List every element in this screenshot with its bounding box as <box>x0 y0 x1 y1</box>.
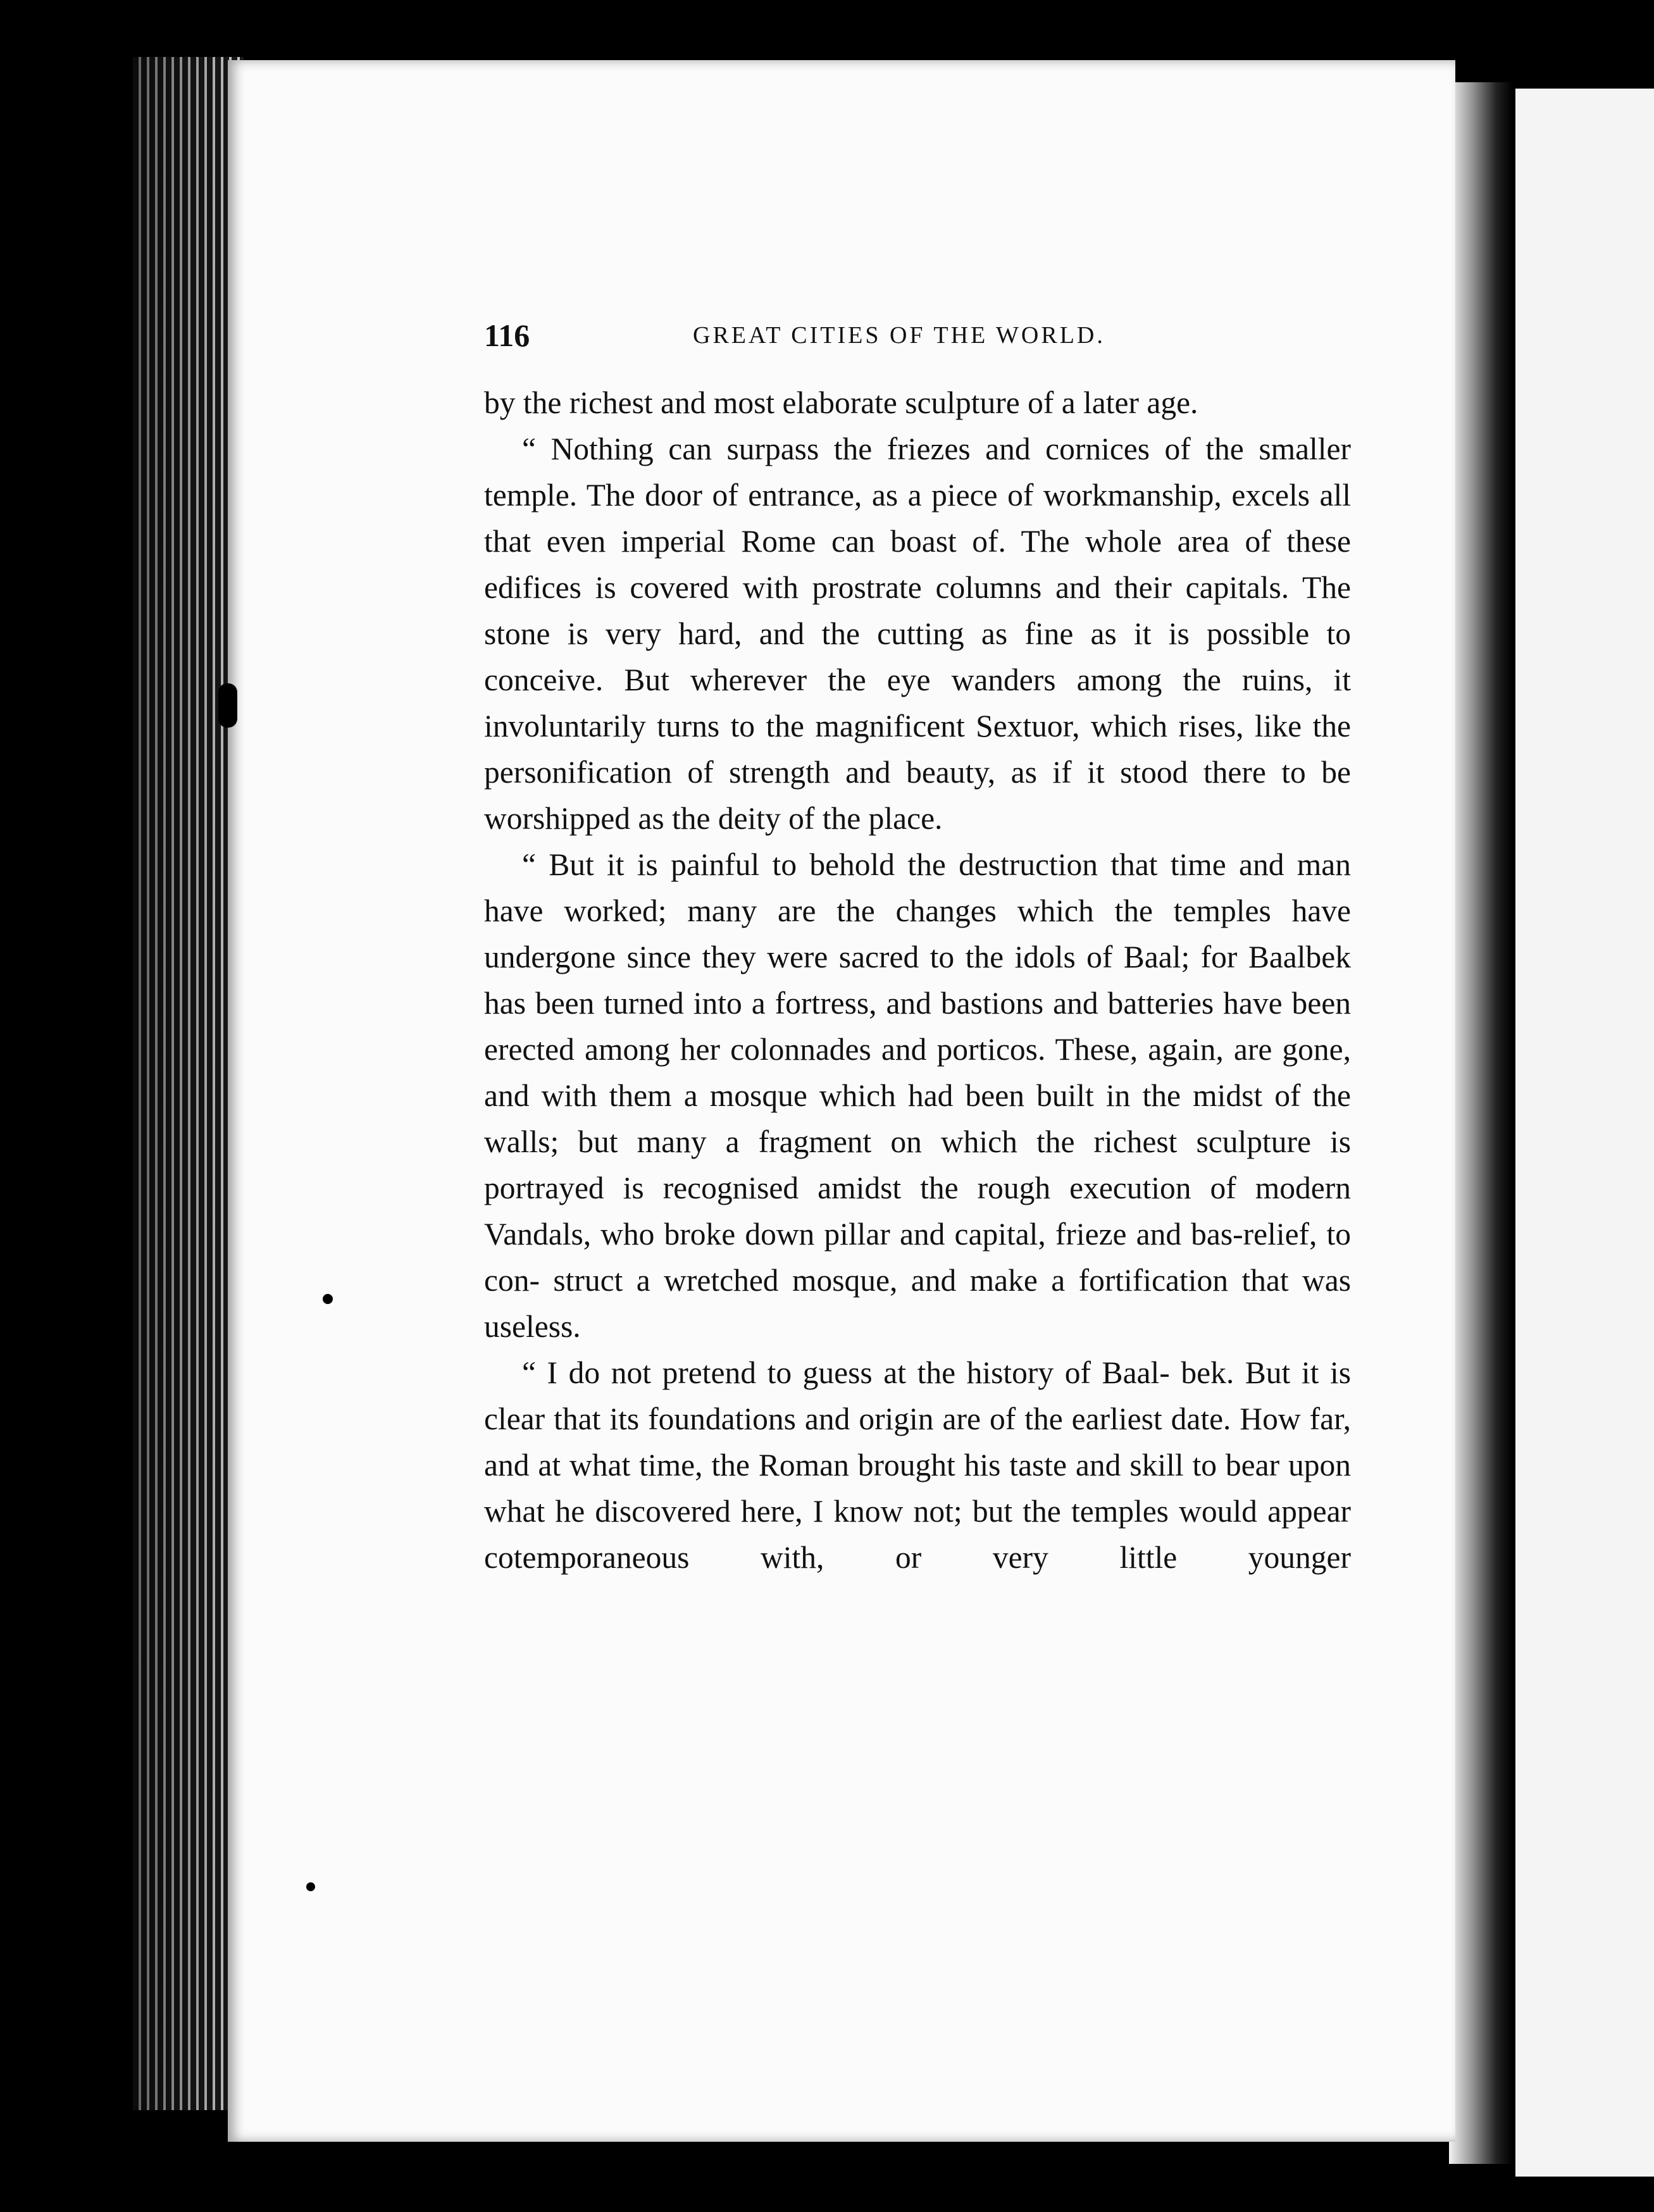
paragraph <box>484 380 1351 426</box>
text-line: the rough execution of modern Vandals, who broke <box>484 1171 1351 1252</box>
running-title: GREAT CITIES OF THE WORLD. <box>693 322 1105 349</box>
text-line: of the earliest date. How far, and at what time, the <box>484 1401 1351 1482</box>
text-line: among her colonnades and porticos. These, again, are <box>584 1032 1272 1067</box>
text-line: boast of. The whole area of these edifices is covered <box>484 524 1351 605</box>
text-line: is very hard, and the cutting as fine as it is possible to <box>567 616 1352 651</box>
text-line: ruins, it involuntarily turns to the magnificent Sextuor, <box>484 662 1351 743</box>
paragraph <box>484 1350 1351 1581</box>
book-gutter <box>1449 82 1512 2164</box>
text-line: bek. But it is clear that its foundations and origin are <box>484 1355 1351 1436</box>
text-line: was useless. <box>484 1263 1352 1344</box>
text-line: and man have worked; many are the changes which <box>484 847 1352 928</box>
text-line: which rises, like the personification of strength and <box>484 709 1352 790</box>
text-line: conceive. But wherever the eye wanders among the <box>484 662 1221 697</box>
paragraph <box>484 842 1351 1350</box>
text-line: beauty, as if it stood there to be worshipped as the <box>484 755 1351 836</box>
page-stack-shade <box>133 57 244 2110</box>
text-line: fortress, and bastions and batteries have been erected <box>484 986 1352 1067</box>
text-line: age. <box>1147 385 1198 420</box>
text-line: smaller temple. The door of entrance, as a piece of <box>484 432 1352 513</box>
text-line: the idols of Baal; for Baalbek has been turned into a <box>484 940 1351 1021</box>
paragraph <box>484 426 1351 842</box>
text-line: down pillar and capital, frieze and bas-relief, to con- <box>484 1217 1352 1298</box>
text-line: the temples have undergone since they were sacred to <box>484 893 1352 974</box>
text-line: workmanship, excels all that even imperial Rome can <box>484 478 1352 559</box>
text-line: the midst of the walls; but many a fragment on which <box>484 1078 1352 1159</box>
running-head <box>484 310 1351 361</box>
text-line: “ Nothing can surpass the friezes and cornices of the <box>522 432 1244 466</box>
text-line: he discovered here, I know not; but the temples would <box>555 1494 1257 1529</box>
body-text <box>484 380 1351 1581</box>
text-line: with prostrate columns and their capitals. The stone <box>484 570 1351 651</box>
text-line: Roman brought his taste and skill to bear upon what <box>484 1448 1352 1529</box>
text-line: gone, and with them a mosque which had been built in <box>484 1032 1352 1113</box>
text-line: deity of the place. <box>718 801 943 836</box>
page-number: 116 <box>484 318 530 353</box>
text-line: struct a wretched mosque, and make a fortification that <box>553 1263 1289 1298</box>
text-line: by the richest and most elaborate sculpture of a later <box>484 385 1139 420</box>
text-line: the richest sculpture is portrayed is recognised amidst <box>484 1124 1351 1205</box>
text-line: “ I do not pretend to guess at the history of Baal- <box>522 1355 1170 1390</box>
binding-mark <box>218 683 237 728</box>
facing-page-edge <box>1515 89 1654 2177</box>
speck <box>323 1294 333 1304</box>
text-line: appear cotemporaneous with, or very little younger <box>484 1494 1352 1575</box>
text-line: “ But it is painful to behold the destruction that time <box>522 847 1226 882</box>
speck <box>306 1882 315 1891</box>
